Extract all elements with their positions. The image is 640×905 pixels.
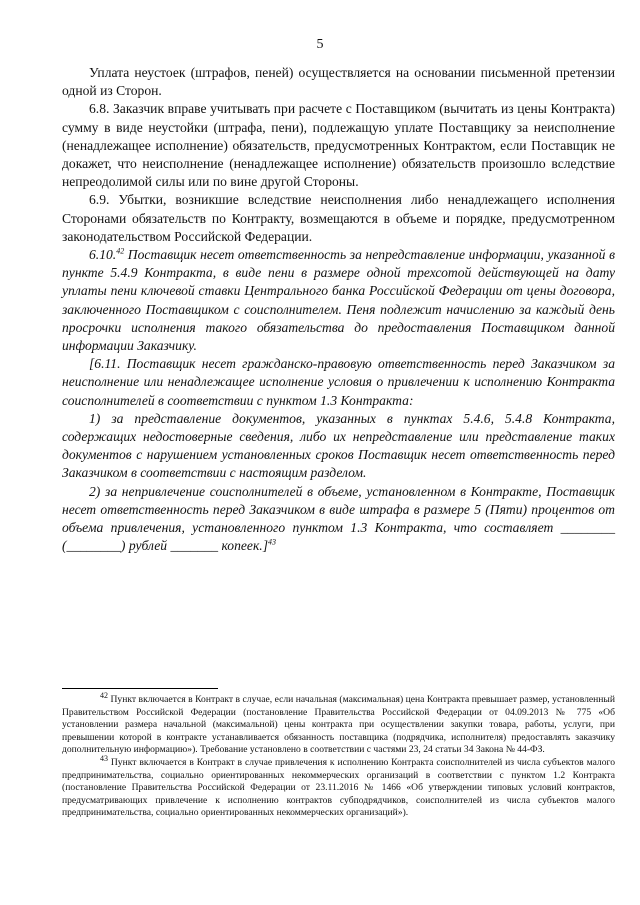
paragraph-6-11-item-1: 1) за представление документов, указанных в пунктах 5.4.6, 5.4.8 Контракта, содержащих недостоверные сведения, либо их непредставление или представление таких документов с нарушением установленных сроков Поставщик несет ответственность перед Заказчиком в соответствии с настоящим разделом. <box>62 410 615 481</box>
footnote-text: Пункт включается в Контракт в случае, если начальная (максимальная) цена Контракта превышает размер, установленный Правительством Российской Федерации (постановление Правительства Российской Федерации от 04.09.2013 № 775 «Об установлении размера начальной (максимальной) цены контракта при осуществлении закупки товара, работы, услуги, при превышении которой в контракте устанавливается обязанность поставщика (подрядчика, исполнителя) предоставлять заказчику дополнительную информацию»). Требование установлено в соответствии с частями 23, 24 статьи 34 Закона № 44-ФЗ. <box>62 694 615 756</box>
footnotes <box>62 690 615 820</box>
paragraph-penalty-payment: Уплата неустоек (штрафов, пеней) осуществляется на основании письменной претензии одной из Сторон. <box>62 65 615 99</box>
footnote-ref-42[interactable]: 42 <box>116 246 125 256</box>
paragraph-6-11-item-2 <box>62 483 615 556</box>
footnote-number: 42 <box>100 690 108 700</box>
footnote-separator <box>62 688 218 689</box>
paragraph-6-9: 6.9. Убытки, возникшие вследствие неисполнения либо ненадлежащего исполнения Сторонами обязательств по Контракту, возмещаются в объеме и порядке, предусмотренном законодательством Российской Федерации. <box>62 192 615 244</box>
clause-number: 6.10. <box>89 247 117 263</box>
paragraph-6-11: [6.11. Поставщик несет гражданско-правовую ответственность перед Заказчиком за неисполнение или ненадлежащее исполнение условия о привлечении к исполнению Контракта соисполнителей в соответствии с пунктом 1.3 Контракта: <box>62 356 615 408</box>
paragraph-6-10 <box>62 246 615 355</box>
page-number: 5 <box>316 37 324 52</box>
clause-text: 2) за непривлечение соисполнителей в объеме, установленном в Контракте, Поставщик несет ответственность перед Заказчиком в виде штрафа в размере 5 (Пяти) процентов от объема привлечения, установленного пунктом 1.3 Контракта, что составляет ________ (________) рублей _______ копеек.] <box>62 483 615 554</box>
footnote-43 <box>62 753 615 820</box>
footnote-text: Пункт включается в Контракт в случае привлечения к исполнению Контракта соисполнителей из числа субъектов малого предпринимательства, социально ориентированных некоммерческих организаций в соответствии с пунктом 1.2 Контракта (постановление Правительства Российской Федерации от 23.11.2016 № 1466 «Об утверждении типовых условий контрактов, предусматривающих привлечение к исполнению контрактов субподрядчиков, соисполнителей из числа субъектов малого предпринимательства, социально ориентированных некоммерческих организаций»). <box>62 756 615 819</box>
document-body <box>62 64 615 555</box>
footnote-ref-43[interactable]: 43 <box>268 537 276 547</box>
footnote-42 <box>62 690 615 757</box>
footnote-number: 43 <box>100 753 108 763</box>
clause-text: Поставщик несет ответственность за непредставление информации, указанной в пункте 5.4.9 Контракта, в виде пени в размере одной трехсотой действующей на дату уплаты пени ключевой ставки Центрального банка Российской Федерации от цены договора, заключенного Поставщиком с соисполнителем. Пеня подлежит начислению за каждый день просрочки исполнения такого обязательства до предоставления Поставщиком данной информации Заказчику. <box>62 247 615 354</box>
paragraph-6-8: 6.8. Заказчик вправе учитывать при расчете с Поставщиком (вычитать из цены Контракта) сумму в виде неустойки (штрафа, пени), подлежащую уплате Поставщику за неисполнение (ненадлежащее исполнение) обязательств, предусмотренных Контрактом, если Поставщик не докажет, что неисполнение (ненадлежащее исполнение) обязательств произошло вследствие непреодолимой силы или по вине другой Стороны. <box>62 101 615 190</box>
